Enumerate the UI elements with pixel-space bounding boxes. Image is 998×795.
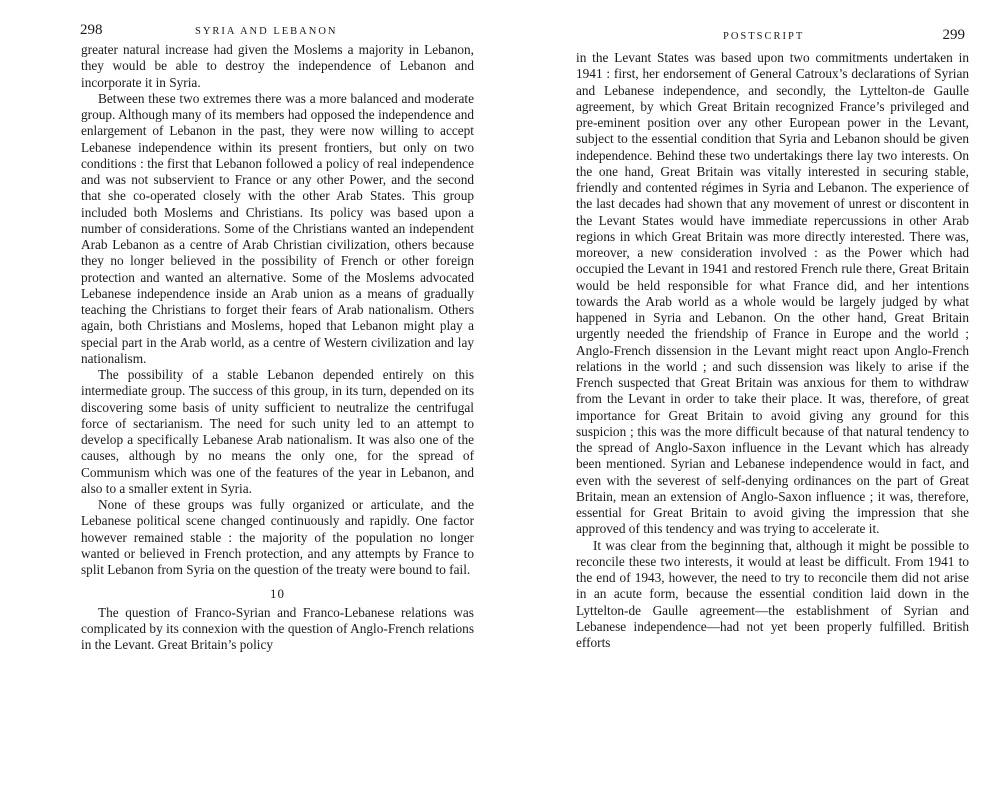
left-paragraph-4: None of these groups was fully organized or articulate, and the Lebanese political scene changed continuously and rapidly. One factor however remained stable : the majority of the population no longer wanted or believed in French protection, and any attempts by France to split Lebanon from Syria on the question of the treaty were bound to fail.: [81, 497, 474, 577]
right-page: [573, 0, 985, 650]
left-page-number: 298: [80, 22, 103, 38]
right-page-body: [576, 50, 969, 651]
right-running-head: POSTSCRIPT: [723, 31, 805, 42]
left-paragraph-1: greater natural increase had given the Moslems a majority in Lebanon, they would be able to destroy the independence of Lebanon and incorporate it in Syria.: [81, 42, 474, 90]
left-running-head: SYRIA AND LEBANON: [195, 26, 338, 37]
section-number: 10: [270, 586, 285, 602]
left-page-body: [81, 42, 474, 653]
right-page-number: 299: [942, 27, 965, 43]
left-page: [70, 0, 480, 652]
left-section-paragraph: The question of Franco-Syrian and Franco-Lebanese relations was complicated by its connexion with the question of Anglo-French relations in the Levant. Great Britain’s policy: [81, 604, 474, 652]
right-paragraph-1: in the Levant States was based upon two commitments undertaken in 1941 : first, her endorsement of General Catroux’s declarations of Syrian and Lebanese independence, and secondly, the Lyttelton-de Gaulle agreement, by which Great Britain recognized France’s privileged and pre-eminent position over any other European power in the Levant, subject to the essential condition that Syria and Lebanon should be given independence. Behind these two undertakings there lay two interests. On the one hand, Great Britain was vitally interested in securing stable, friendly and contented régimes in Syria and Lebanon. The experience of the last decades had shown that any movement of unrest or discontent in the Levant States would have immediate repercussions in other Arab regions in which Great Britain was more directly interested. There was, moreover, a new consideration involved : as the Power which had occupied the Levant in 1941 and restored French rule there, Great Britain would be held responsible for what France did, and her intentions towards the Arab world as a whole would be largely judged by what happened in Syria and Lebanon. On the other hand, Great Britain urgently needed the friendship of France in Europe and the world ; Anglo-French dissension in the Levant might react upon Anglo-French relations in the world ; and such dissension was likely to arise if the French suspected that Great Britain was anxious for them to withdraw from the Levant in order to take their place. It was, therefore, of great importance for Great Britain to avoid giving any ground for this suspicion ; this was the more difficult because of that natural tendency to the spread of Anglo-Saxon influence in the Levant which has already been mentioned. Syrian and Lebanese independence would in fact, and even with the severest of self-denying ordinances on the part of Great Britain, mean an extension of Anglo-Saxon influence ; it was, therefore, essential for Great Britain to avoid giving the impression that she approved of this tendency and was trying to accelerate it.: [576, 50, 969, 537]
left-paragraph-2: Between these two extremes there was a more balanced and moderate group. Although many of its members had opposed the independence and enlargement of Lebanon in the past, they were now willing to accept Lebanese independence within its present frontiers, but only on two conditions : the first that Lebanon followed a policy of real independence and was not subservient to France or any other Power, and the second that she co-operated closely with the other Arab States. This group included both Moslems and Christians. Its policy was based upon a number of considerations. Some of the Christians wanted an independent Arab Lebanon as a centre of Arab Christian civilization, others because they no longer believed in the possibility of French or other foreign protection and wanted an alternative. Some of the Moslems advocated Lebanese independence inside an Arab union as a means of gradually teaching the Christians to forget their fears of Arab nationalism. Others again, both Christians and Moslems, hoped that Lebanon might play a special part in the Arab world, as a centre of Western civilization and lay nationalism.: [81, 90, 474, 366]
left-paragraph-3: The possibility of a stable Lebanon depended entirely on this intermediate group. The success of this group, in its turn, depended on its discovering some basis of unity sufficient to neutralize the centrifugal force of sectarianism. The need for such unity led to an attempt to develop a specifically Lebanese Arab nationalism. It was also one of the causes, although by no means the only one, for the spread of Communism which was one of the features of the year in Lebanon, and also to a smaller extent in Syria.: [81, 367, 474, 496]
right-paragraph-2: It was clear from the beginning that, although it might be possible to reconcile these two interests, it would at least be difficult. From 1941 to the end of 1943, however, the need to try to reconcile them did not arise in an acute form, because the essential condition laid down in the Lyttelton-de Gaulle agreement—the establishment of Syrian and Lebanese independence—had not yet been properly fulfilled. British efforts: [576, 537, 969, 650]
